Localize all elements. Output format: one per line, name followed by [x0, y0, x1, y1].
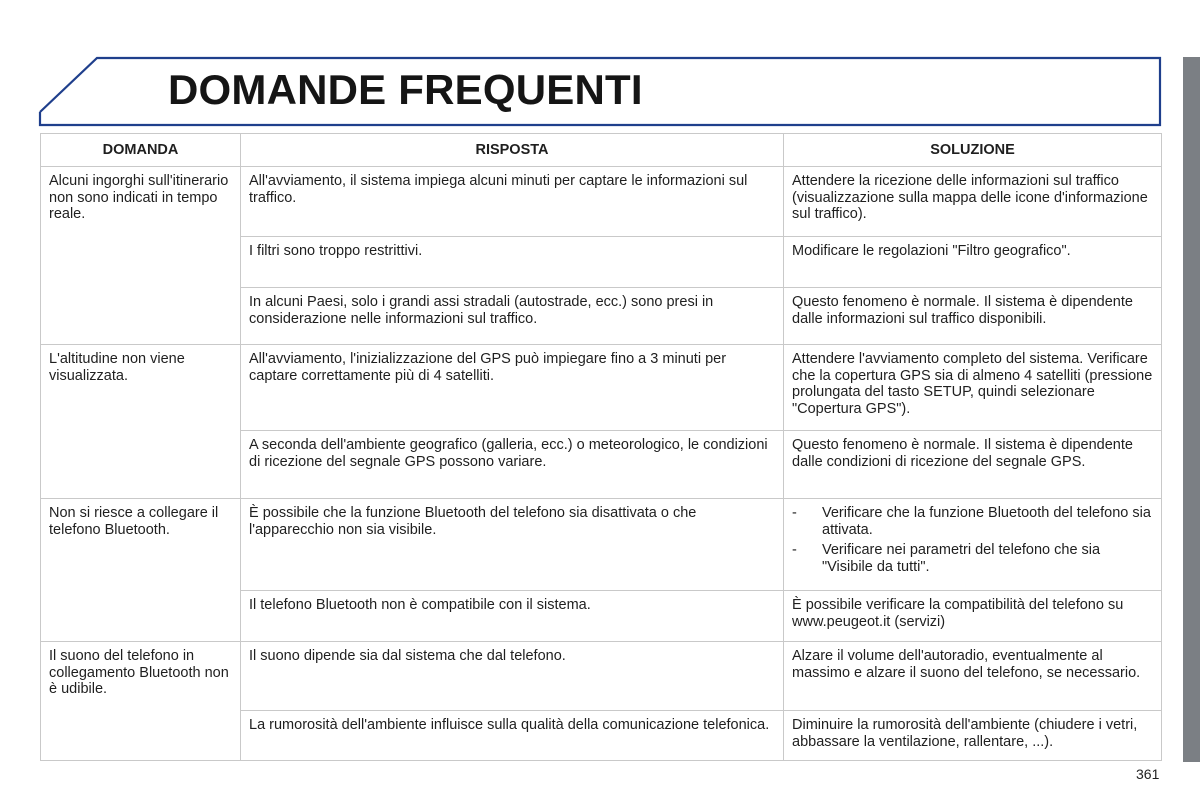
solution-cell: Questo fenomeno è normale. Il sistema è dipendente dalle condizioni di ricezione del segnale GPS. [784, 431, 1162, 499]
solution-list [792, 505, 1153, 575]
list-bullet: - [792, 505, 797, 521]
faq-table [40, 133, 1162, 761]
solution-cell: Modificare le regolazioni "Filtro geografico". [784, 237, 1162, 288]
table-row [41, 499, 1162, 591]
solution-cell [784, 499, 1162, 591]
list-item-text: Verificare nei parametri del telefono che sia "Visibile da tutti". [822, 542, 1101, 575]
question-cell: Non si riesce a collegare il telefono Bluetooth. [41, 499, 241, 642]
list-item [792, 542, 1153, 575]
page-number: 361 [1136, 766, 1160, 782]
page-title: DOMANDE FREQUENTI [168, 66, 643, 113]
answer-cell: All'avviamento, l'inizializzazione del GPS può impiegare fino a 3 minuti per captare correttamente più di 4 satelliti. [241, 345, 784, 431]
answer-cell: È possibile che la funzione Bluetooth del telefono sia disattivata o che l'apparecchio non sia visibile. [241, 499, 784, 591]
question-cell: Alcuni ingorghi sull'itinerario non sono indicati in tempo reale. [41, 167, 241, 345]
table-row [41, 642, 1162, 711]
list-item [792, 505, 1153, 538]
solution-cell: È possibile verificare la compatibilità del telefono su www.peugeot.it (servizi) [784, 591, 1162, 642]
answer-cell: All'avviamento, il sistema impiega alcuni minuti per captare le informazioni sul traffico. [241, 167, 784, 237]
table-header-row [41, 134, 1162, 167]
header-answer: RISPOSTA [241, 134, 784, 167]
question-cell: Il suono del telefono in collegamento Bluetooth non è udibile. [41, 642, 241, 761]
table-row [41, 345, 1162, 431]
list-bullet: - [792, 542, 797, 558]
header-solution: SOLUZIONE [784, 134, 1162, 167]
answer-cell: Il suono dipende sia dal sistema che dal telefono. [241, 642, 784, 711]
list-item-text: Verificare che la funzione Bluetooth del telefono sia attivata. [822, 505, 1151, 538]
solution-cell: Diminuire la rumorosità dell'ambiente (chiudere i vetri, abbassare la ventilazione, rallentare, ...). [784, 711, 1162, 761]
answer-cell: I filtri sono troppo restrittivi. [241, 237, 784, 288]
solution-cell: Alzare il volume dell'autoradio, eventualmente al massimo e alzare il suono del telefono, se necessario. [784, 642, 1162, 711]
answer-cell: In alcuni Paesi, solo i grandi assi stradali (autostrade, ecc.) sono presi in considerazione nelle informazioni sul traffico. [241, 288, 784, 345]
solution-cell: Questo fenomeno è normale. Il sistema è dipendente dalle informazioni sul traffico disponibili. [784, 288, 1162, 345]
answer-cell: La rumorosità dell'ambiente influisce sulla qualità della comunicazione telefonica. [241, 711, 784, 761]
chapter-side-tab [1183, 57, 1200, 762]
header-question: DOMANDA [41, 134, 241, 167]
question-cell: L'altitudine non viene visualizzata. [41, 345, 241, 499]
table-row [41, 167, 1162, 237]
answer-cell: A seconda dell'ambiente geografico (galleria, ecc.) o meteorologico, le condizioni di ricezione del segnale GPS possono variare. [241, 431, 784, 499]
solution-cell: Attendere l'avviamento completo del sistema. Verificare che la copertura GPS sia di almeno 4 satelliti (pressione prolungata del tasto SETUP, quindi selezionare "Copertura GPS"). [784, 345, 1162, 431]
solution-cell: Attendere la ricezione delle informazioni sul traffico (visualizzazione sulla mappa delle icone d'informazione sul traffico). [784, 167, 1162, 237]
answer-cell: Il telefono Bluetooth non è compatibile con il sistema. [241, 591, 784, 642]
